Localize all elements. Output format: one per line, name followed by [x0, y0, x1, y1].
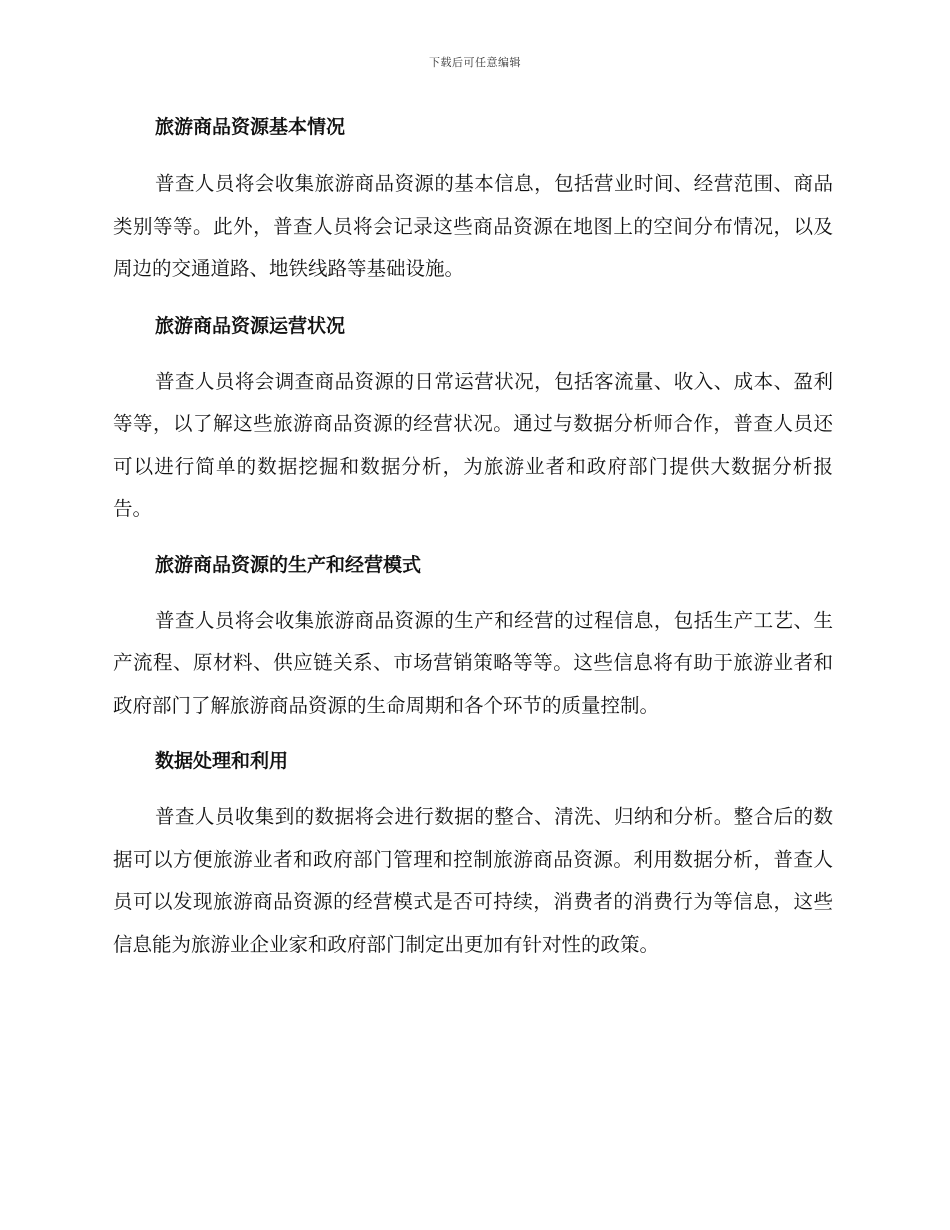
- section-heading-operations: 旅游商品资源运营状况: [155, 314, 346, 337]
- section-body-production-model: 普查人员将会收集旅游商品资源的生产和经营的过程信息，包括生产工艺、生产流程、原材料、供应链关系、市场营销策略等等。这些信息将有助于旅游业者和政府部门了解旅游商品资源的生命周期和各个环节的质量控制。: [113, 608, 833, 717]
- section-body-data-processing: 普查人员收集到的数据将会进行数据的整合、清洗、归纳和分析。整合后的数据可以方便旅游业者和政府部门管理和控制旅游商品资源。利用数据分析，普查人员可以发现旅游商品资源的经营模式是否可持续，消费者的消费行为等信息，这些信息能为旅游业企业家和政府部门制定出更加有针对性的政策。: [113, 805, 833, 956]
- section-heading-data-processing: 数据处理和利用: [155, 750, 289, 772]
- section-heading-production-model: 旅游商品资源的生产和经营模式: [155, 553, 422, 576]
- section-body-operations: 普查人员将会调查商品资源的日常运营状况，包括客流量、收入、成本、盈利等等，以了解这些旅游商品资源的经营状况。通过与数据分析师合作，普查人员还可以进行简单的数据挖掘和数据分析，为旅游业者和政府部门提供大数据分析报告。: [113, 369, 833, 520]
- section-heading-basic-info: 旅游商品资源基本情况: [155, 116, 346, 138]
- page-header: 下载后可任意编辑: [429, 56, 521, 69]
- section-body-basic-info: 普查人员将会收集旅游商品资源的基本信息，包括营业时间、经营范围、商品类别等等。此外，普查人员将会记录这些商品资源在地图上的空间分布情况，以及周边的交通道路、地铁线路等基础设施。: [113, 172, 833, 280]
- document-content: [113, 108, 833, 966]
